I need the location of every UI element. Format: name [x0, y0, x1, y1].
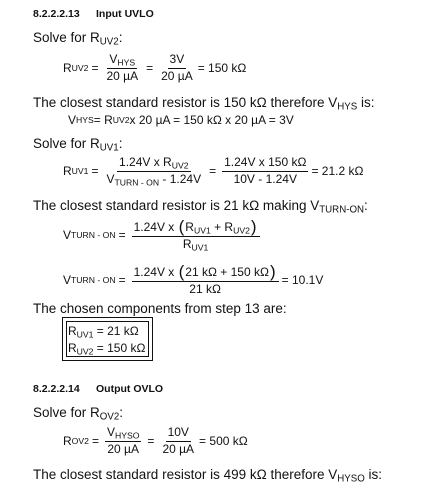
fraction-vturn-on-symbolic: $\frac{1.24V x (R_{UV1} + R_{UV2})}{R_{UV1}}$	[132, 218, 260, 252]
fraction-ruv1-symbolic: $\frac{1.24V x R_{UV2}}{V_{TURN - ON} - 1.24V}$	[106, 155, 202, 188]
solve-for-rov2-text: Solve for $R_{OV2}$:	[33, 405, 123, 423]
section-heading-input-uvlo	[33, 8, 154, 20]
standard-resistor-21k-text: The closest standard resistor is 21 kΩ making $V_{TURN-ON}$:	[33, 198, 368, 216]
section-number: 8.2.2.2.13	[33, 8, 80, 20]
equation-vturn-on-numeric: V TURN - ON = $\frac{\text{1.24V x (21 kΩ + 150 kΩ)}}{21 k\Omega}$ = 10.1V	[63, 262, 324, 296]
section-title: Output OVLO	[96, 383, 164, 395]
equation-ruv1: R UV1 = $\frac{1.24V x R_{UV2}}{V_{TURN - ON} - 1.24V}$ = $\frac{\text{1.24V x 150 kΩ}}{10V - 1.24V}$ = 21.2 kΩ	[63, 155, 364, 188]
standard-resistor-150k-text: The closest standard resistor is 150 kΩ therefore $V_{HYS}$ is:	[33, 95, 375, 113]
solve-for-ruv2-text: Solve for $R_{UV2}$:	[33, 30, 123, 48]
fraction-ruv1-numeric: $\frac{\text{1.24V x 150 kΩ}}{10V - 1.24V}$	[224, 155, 307, 186]
chosen-components-box	[62, 317, 153, 361]
equation-ruv2: R UV2 = $\frac{V_{HYS}}{\text{20 µA}}$ = $\frac{3V}{\text{20 µA}}$ = 150 kΩ	[63, 52, 247, 83]
fraction-vhyso-over-20ua: $\frac{V_{HYSO}}{\text{20 µA}}$	[106, 425, 140, 456]
box-line-ruv1: $R_{UV1} = 21$ kΩ	[68, 324, 139, 340]
fraction-vhys-over-20ua: $\frac{V_{HYS}}{\text{20 µA}}$	[106, 52, 139, 83]
box-line-ruv2: $R_{UV2} = 150$ kΩ	[68, 341, 146, 357]
equation-vhys: V HYS = R UV2 x 20 µA = 150 kΩ x 20 µA = 3V	[68, 113, 294, 127]
fraction-10v-over-20ua: $\frac{10V}{\text{20 µA}}$	[162, 425, 195, 456]
solve-for-ruv1-text: Solve for $R_{UV1}$:	[33, 136, 123, 154]
section-number: 8.2.2.2.14	[33, 383, 80, 395]
fraction-3v-over-20ua: $\frac{3V}{\text{20 µA}}$	[161, 52, 193, 83]
equation-vturn-on-symbolic: V TURN - ON = $\frac{1.24V x (R_{UV1} + R_{UV2})}{R_{UV1}}$	[63, 218, 263, 252]
standard-resistor-499k-text: The closest standard resistor is 499 kΩ therefore $V_{HYSO}$ is:	[33, 467, 383, 485]
chosen-components-text: The chosen components from step 13 are:	[33, 301, 287, 316]
section-title: Input UVLO	[96, 8, 154, 20]
equation-rov2: R OV2 = $\frac{V_{HYSO}}{\text{20 µA}}$ = $\frac{10V}{\text{20 µA}}$ = 500 kΩ	[63, 425, 248, 456]
section-heading-output-ovlo	[33, 383, 163, 395]
fraction-vturn-on-numeric: $\frac{\text{1.24V x (21 kΩ + 150 kΩ)}}{21 k\Omega}$	[132, 263, 279, 297]
